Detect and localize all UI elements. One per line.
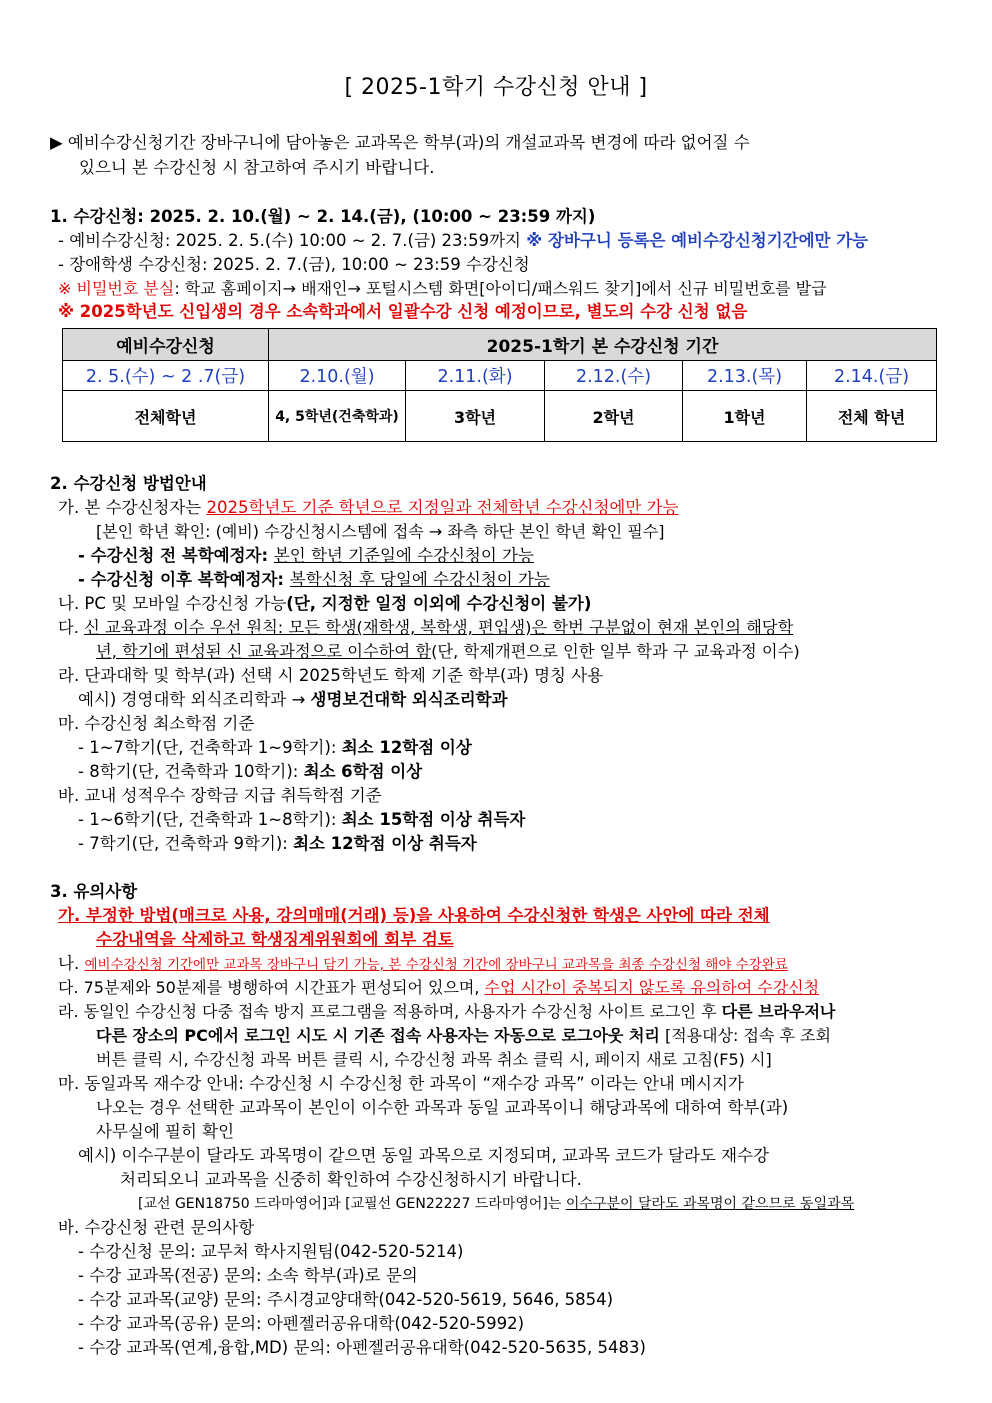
s2-ga-highlight: 2025학년도 기준 학년으로 지정일과 전체학년 수강신청에만 가능 <box>206 498 679 517</box>
contact-item: - 수강 교과목(교양) 문의: 주시경교양대학(042-520-5619, 5646, 5854) <box>78 1290 614 1309</box>
password-line <box>58 277 827 301</box>
s3-ma-line-2: 나오는 경우 선택한 교과목이 본인이 이수한 과목과 동일 교과목이니 해당과목에 대하여 학부(과) <box>96 1098 789 1117</box>
contact-item: - 수강 교과목(전공) 문의: 소속 학부(과)로 문의 <box>78 1266 418 1285</box>
s3-ma-line-3: 사무실에 필히 확인 <box>96 1122 235 1141</box>
schedule-table <box>62 328 937 442</box>
s2-da-text-2: 년, 학기에 편성된 신 교육과정으로 이수하여 함 <box>96 642 432 661</box>
s2-ma-item-2-text: - 8학기(단, 건축학과 10학기): <box>78 762 304 781</box>
password-lost-label: ※ 비밀번호 분실 <box>58 279 175 298</box>
intro-line-1: ▶ 예비수강신청기간 장바구니에 담아놓은 교과목은 학부(과)의 개설교과목 변경에 따라 없어질 수 <box>50 133 750 152</box>
s3-example-line-1: 예시) 이수구분이 달라도 과목명이 같으면 동일 과목으로 지정되며, 교과목 코드가 달라도 재수강 <box>78 1146 769 1165</box>
s3-ra-text-2: [적용대상: 접속 후 조회 <box>659 1026 831 1045</box>
s3-example-line-3 <box>138 1192 854 1216</box>
schedule-header-pre: 예비수강신청 <box>63 329 269 361</box>
s2-ga-note: [본인 학년 확인: (예비) 수강신청시스템에 접속 → 좌측 하단 본인 학년 확인 필수] <box>96 522 665 541</box>
s2-ra-example-text: 예시) 경영대학 외식조리학과 → <box>78 690 311 709</box>
s3-ra-line-1 <box>58 1000 835 1024</box>
s3-na-prefix: 나. <box>58 954 85 973</box>
s2-na-bold: (단, 지정한 일정 이외에 수강신청이 불가) <box>286 594 592 613</box>
s2-ga-item-1-text: 본인 학년 기준일에 수강신청이 가능 <box>273 546 534 565</box>
s2-ma-item-2 <box>78 760 422 784</box>
cart-notice: ※ 장바구니 등록은 예비수강신청기간에만 가능 <box>526 231 869 250</box>
s3-ga-line-1: 가. 부정한 방법(매크로 사용, 강의매매(거래) 등)을 사용하여 수강신청한 학생은 사안에 따라 전체 <box>58 906 770 925</box>
schedule-grades-row <box>63 391 937 442</box>
s2-ma-item-1 <box>78 736 472 760</box>
schedule-date: 2.12.(수) <box>545 361 683 391</box>
s2-ga-item-2-label: - 수강신청 이후 복학예정자: <box>78 570 290 589</box>
s3-example-course-codes: [교선 GEN18750 드라마영어]과 [교필선 GEN22227 드라마영어]는 <box>138 1196 566 1212</box>
s2-ba-item-2-bold: 최소 12학점 이상 취득자 <box>293 834 477 853</box>
s3-ra-line-2 <box>96 1024 831 1048</box>
freshman-notice: ※ 2025학년도 신입생의 경우 소속학과에서 일괄수강 신청 예정이므로, 별도의 수강 신청 없음 <box>58 302 748 321</box>
s2-ba-item-2 <box>78 832 477 856</box>
schedule-header-main: 2025-1학기 본 수강신청 기간 <box>269 329 937 361</box>
s3-da-line <box>58 976 819 1000</box>
s3-ra-text-1: 라. 동일인 수강신청 다중 접속 방지 프로그램을 적용하며, 사용자가 수강신청 사이트 로그인 후 <box>58 1002 722 1021</box>
s2-ma-item-1-bold: 최소 12학점 이상 <box>341 738 472 757</box>
schedule-grade: 3학년 <box>406 391 545 442</box>
s3-ra-line-3: 버튼 클릭 시, 수강신청 과목 버튼 클릭 시, 수강신청 과목 취소 클릭 시, 페이지 새로 고침(F5) 시] <box>96 1050 772 1069</box>
intro-line-2: 있으니 본 수강신청 시 참고하여 주시기 바랍니다. <box>79 158 435 177</box>
contact-item: - 수강 교과목(공유) 문의: 아펜젤러공유대학(042-520-5992) <box>78 1314 525 1333</box>
s2-da-line-1 <box>58 616 793 640</box>
s3-ra-bold-2: 다른 장소의 PC에서 로그인 시도 시 기존 접속 사용자는 자동으로 로그아웃 처리 <box>96 1026 660 1045</box>
schedule-dates-row <box>63 361 937 391</box>
s3-da-highlight: 수업 시간이 중복되지 않도록 유의하여 수강신청 <box>484 978 820 997</box>
s3-example-same-course: 이수구분이 달라도 과목명이 같으므로 동일과목 <box>565 1196 855 1212</box>
s2-ba-line: 바. 교내 성적우수 장학금 지급 취득학점 기준 <box>58 786 382 805</box>
s3-ga-line-2: 수강내역을 삭제하고 학생징계위원회에 회부 검토 <box>96 930 454 949</box>
schedule-date: 2.14.(금) <box>807 361 937 391</box>
s3-da-text: 다. 75분제와 50분제를 병행하여 시간표가 편성되어 있으며, <box>58 978 485 997</box>
s2-da-prefix: 다. <box>58 618 85 637</box>
schedule-header-row <box>63 329 937 361</box>
s2-na-line <box>58 592 591 616</box>
s3-ma-line-1: 마. 동일과목 재수강 안내: 수강신청 시 수강신청 한 과목이 “재수강 과목” 이라는 안내 메시지가 <box>58 1074 744 1093</box>
pre-registration-line <box>58 229 868 253</box>
s2-ga-text: 가. 본 수강신청자는 <box>58 498 207 517</box>
pre-registration-period: - 예비수강신청: 2025. 2. 5.(수) 10:00 ~ 2. 7.(금) 23:59까지 <box>58 231 527 250</box>
s2-ma-line: 마. 수강신청 최소학점 기준 <box>58 714 255 733</box>
s2-ba-item-2-text: - 7학기(단, 건축학과 9학기): <box>78 834 294 853</box>
s2-ga-item-2 <box>78 568 550 592</box>
s2-na-text: 나. PC 및 모바일 수강신청 가능 <box>58 594 287 613</box>
s2-ma-item-2-bold: 최소 6학점 이상 <box>303 762 423 781</box>
s3-na-text: 예비수강신청 기간에만 교과목 장바구니 담기 가능, 본 수강신청 기간에 장바구니 교과목을 최종 수강신청 해야 수강완료 <box>84 957 788 973</box>
s3-ra-bold-1: 다른 브라우저나 <box>721 1002 836 1021</box>
s2-ma-item-1-text: - 1~7학기(단, 건축학과 1~9학기): <box>78 738 342 757</box>
schedule-date: 2.10.(월) <box>269 361 406 391</box>
password-lost-text: : 학교 홈페이지→ 배재인→ 포털시스템 화면[아이디/패스워드 찾기]에서 신규 비밀번호를 발급 <box>174 279 827 298</box>
schedule-grade: 1학년 <box>683 391 807 442</box>
schedule-date: 2.13.(목) <box>683 361 807 391</box>
s2-ga-item-2-text: 복학신청 후 당일에 수강신청이 가능 <box>289 570 550 589</box>
contact-item: - 수강신청 문의: 교무처 학사지원팀(042-520-5214) <box>78 1242 464 1261</box>
s2-ga-item-1-label: - 수강신청 전 복학예정자: <box>78 546 274 565</box>
s2-ra-line: 라. 단과대학 및 학부(과) 선택 시 2025학년도 학제 기준 학부(과) 명칭 사용 <box>58 666 604 685</box>
s3-example-line-2: 처리되오니 교과목을 신중히 확인하여 수강신청하시기 바랍니다. <box>120 1170 582 1189</box>
section-1-heading: 1. 수강신청: 2025. 2. 10.(월) ~ 2. 14.(금), (10:00 ~ 23:59 까지) <box>50 207 596 226</box>
s2-ra-example <box>78 688 508 712</box>
s2-ga-line <box>58 496 678 520</box>
s3-na-line <box>58 952 788 977</box>
s2-ba-item-1 <box>78 808 525 832</box>
schedule-grade: 전체학년 <box>63 391 269 442</box>
schedule-grade: 4, 5학년(건축학과) <box>269 391 406 442</box>
section-3-heading: 3. 유의사항 <box>50 882 138 901</box>
s3-ba-line: 바. 수강신청 관련 문의사항 <box>58 1218 255 1237</box>
disabled-student-line: - 장애학생 수강신청: 2025. 2. 7.(금), 10:00 ~ 23:59 수강신청 <box>58 255 530 274</box>
schedule-grade: 전체 학년 <box>807 391 937 442</box>
s2-ba-item-1-text: - 1~6학기(단, 건축학과 1~8학기): <box>78 810 342 829</box>
s2-da-text-3: (단, 학제개편으로 인한 일부 학과 구 교육과정 이수) <box>431 642 800 661</box>
schedule-date: 2. 5.(수) ~ 2 .7(금) <box>63 361 269 391</box>
schedule-date: 2.11.(화) <box>406 361 545 391</box>
section-2-heading: 2. 수강신청 방법안내 <box>50 474 207 493</box>
s2-da-line-2 <box>96 640 800 664</box>
page-title: [ 2025-1학기 수강신청 안내 ] <box>344 75 648 100</box>
contact-item: - 수강 교과목(연계,융합,MD) 문의: 아펜젤러공유대학(042-520-5635, 5483) <box>78 1338 646 1357</box>
s2-da-text-1: 신 교육과정 이수 우선 원칙: 모든 학생(재학생, 복학생, 편입생)은 학번 구분없이 현재 본인의 해당학 <box>84 618 794 637</box>
s2-ga-item-1 <box>78 544 534 568</box>
s2-ba-item-1-bold: 최소 15학점 이상 취득자 <box>341 810 526 829</box>
schedule-grade: 2학년 <box>545 391 683 442</box>
s2-ra-example-bold: 생명보건대학 외식조리학과 <box>310 690 508 709</box>
